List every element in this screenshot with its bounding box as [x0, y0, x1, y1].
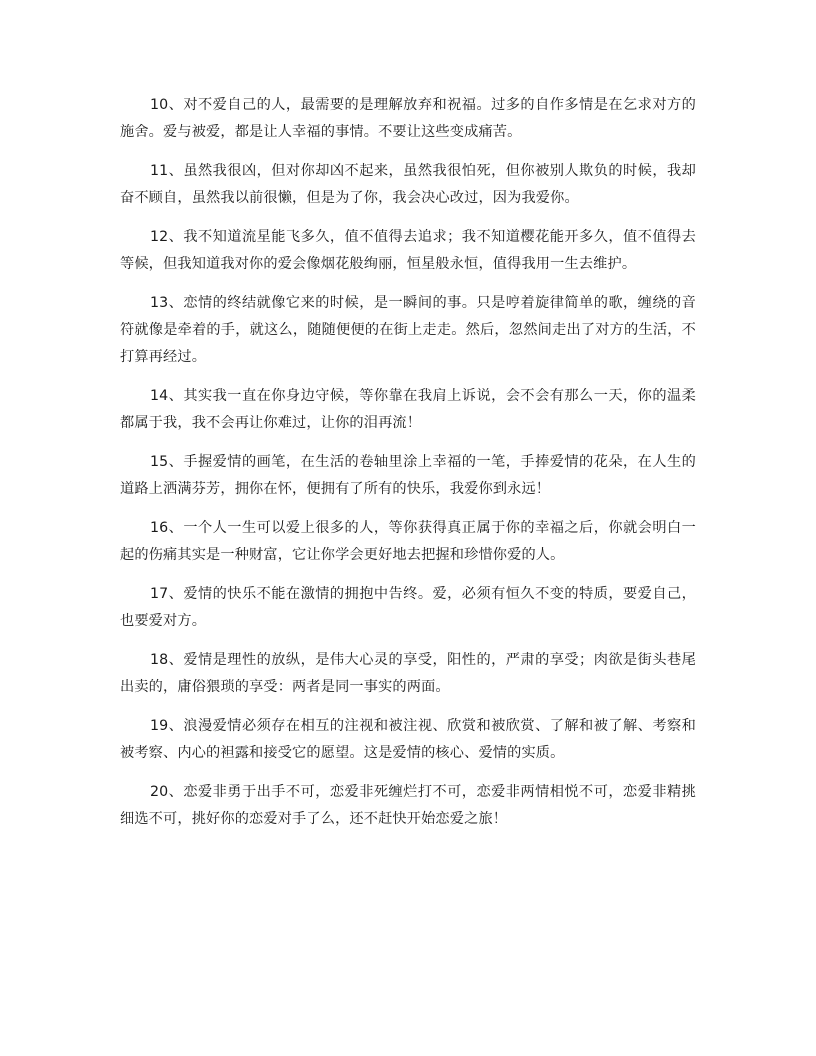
paragraph-19: 19、浪漫爱情必须存在相互的注视和被注视、欣赏和被欣赏、了解和被了解、考察和被考察、内心的袒露和接受它的愿望。这是爱情的核心、爱情的实质。 [120, 718, 696, 761]
document-body [120, 92, 696, 845]
paragraph-11: 11、虽然我很凶，但对你却凶不起来，虽然我很怕死，但你被别人欺负的时候，我却奋不顾自，虽然我以前很懒，但是为了你，我会决心改过，因为我爱你。 [120, 163, 696, 206]
paragraph-20: 20、恋爱非勇于出手不可，恋爱非死缠烂打不可，恋爱非两情相悦不可，恋爱非精挑细选不可，挑好你的恋爱对手了么，还不赶快开始恋爱之旅！ [120, 784, 696, 827]
paragraph-10: 10、对不爱自己的人，最需要的是理解放弃和祝福。过多的自作多情是在乞求对方的施舍。爱与被爱，都是让人幸福的事情。不要让这些变成痛苦。 [120, 97, 696, 140]
paragraph-15: 15、手握爱情的画笔，在生活的卷轴里涂上幸福的一笔，手捧爱情的花朵，在人生的道路上洒满芬芳，拥你在怀，便拥有了所有的快乐，我爱你到永远！ [120, 454, 696, 497]
paragraph-17: 17、爱情的快乐不能在激情的拥抱中告终。爱，必须有恒久不变的特质，要爱自己，也要爱对方。 [120, 586, 696, 629]
paragraph-13: 13、恋情的终结就像它来的时候，是一瞬间的事。只是哼着旋律简单的歌，缠绕的音符就像是牵着的手，就这么，随随便便的在街上走走。然后，忽然间走出了对方的生活，不打算再经过。 [120, 295, 696, 365]
paragraph-14: 14、其实我一直在你身边守候，等你靠在我肩上诉说，会不会有那么一天，你的温柔都属于我，我不会再让你难过，让你的泪再流！ [120, 388, 696, 431]
paragraph-16: 16、一个人一生可以爱上很多的人，等你获得真正属于你的幸福之后，你就会明白一起的伤痛其实是一种财富，它让你学会更好地去把握和珍惜你爱的人。 [120, 520, 696, 563]
paragraph-18: 18、爱情是理性的放纵，是伟大心灵的享受，阳性的，严肃的享受；肉欲是街头巷尾出卖的，庸俗猥琐的享受：两者是同一事实的两面。 [120, 652, 696, 695]
paragraph-12: 12、我不知道流星能飞多久，值不值得去追求；我不知道樱花能开多久，值不值得去等候，但我知道我对你的爱会像烟花般绚丽，恒星般永恒，值得我用一生去维护。 [120, 229, 696, 272]
